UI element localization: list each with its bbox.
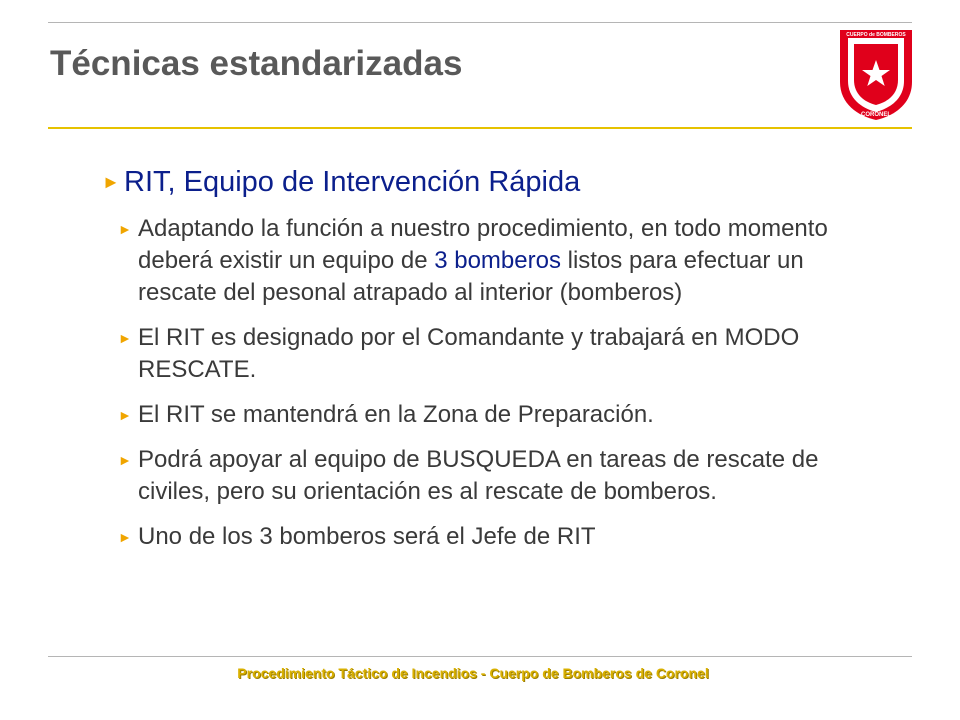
sub-bullet-3-text: El RIT se mantendrá en la Zona de Preparación. (138, 401, 654, 428)
sub-bullet-5-text: Uno de los 3 bomberos será el Jefe de RIT (138, 523, 596, 550)
sub-bullet-2 (96, 322, 876, 386)
main-bullet (96, 163, 876, 201)
sub-bullet-1-highlight: 3 bomberos (434, 247, 561, 274)
sub-bullet-3 (96, 399, 876, 431)
triangle-right-icon: ► (118, 452, 132, 468)
footer-divider (48, 656, 912, 657)
triangle-right-icon: ► (118, 221, 132, 237)
slide-footer: Procedimiento Táctico de Incendios - Cuerpo de Bomberos de Coronel (237, 665, 709, 681)
sub-bullet-1-text-start: Adaptando la función a nuestro procedimiento, en todo momento deberá existir un equipo de (138, 215, 828, 274)
sub-bullet-4 (96, 444, 876, 508)
sub-bullet-2-text: El RIT es designado por el Comandante y trabajará en MODO RESCATE. (138, 324, 800, 383)
main-bullet-text: RIT, Equipo de Intervención Rápida (124, 166, 581, 198)
triangle-right-icon: ► (118, 407, 132, 423)
title-underline (48, 127, 912, 129)
sub-bullet-1-text-end: listos para efectuar un rescate del pesonal atrapado al interior (bomberos) (138, 247, 804, 306)
triangle-right-icon: ► (118, 529, 132, 545)
sub-bullet-1 (96, 213, 876, 309)
triangle-right-icon: ► (102, 172, 120, 192)
top-divider (48, 22, 912, 23)
slide-content (96, 163, 876, 566)
logo-top-text: CUERPO de BOMBEROS (846, 32, 906, 38)
fire-department-logo (836, 26, 916, 122)
logo-bottom-text: CORONEL (861, 112, 891, 118)
sub-bullet-5 (96, 521, 876, 553)
triangle-right-icon: ► (118, 330, 132, 346)
sub-bullet-4-text: Podrá apoyar al equipo de BUSQUEDA en tareas de rescate de civiles, pero su orientación es al rescate de bomberos. (138, 446, 819, 505)
slide-title: Técnicas estandarizadas (50, 44, 463, 83)
